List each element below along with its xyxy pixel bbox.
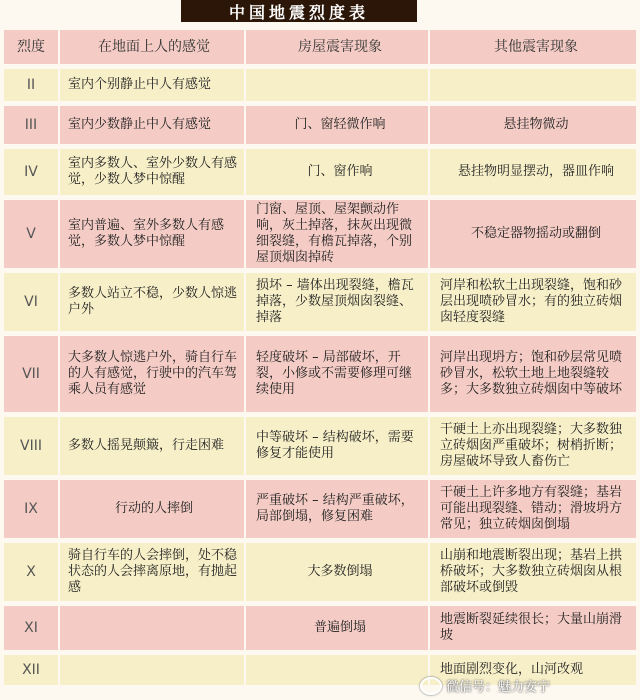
row-houses: 大多数倒塌	[246, 543, 428, 601]
row-houses: 轻度破坏 – 局部破坏，开裂，小修或不需要修理可继续使用	[246, 336, 428, 412]
row-people: 多数人站立不稳，少数人惊逃户外	[60, 273, 244, 331]
row-people: 室内个别静止中人有感觉	[60, 69, 244, 101]
row-houses: 中等破坏 – 结构破坏，需要修复才能使用	[246, 417, 428, 475]
row-intensity: XII	[4, 655, 58, 685]
row-other: 干硬土上亦出现裂缝；大多数独立砖烟囱严重破坏；树梢折断；房屋破坏导致人畜伤亡	[430, 417, 636, 475]
row-people	[60, 606, 244, 650]
row-people	[60, 655, 244, 685]
row-houses: 损坏 – 墙体出现裂缝，檐瓦掉落，少数屋顶烟囱裂缝、掉落	[246, 273, 428, 331]
row-other: 地面剧烈变化，山河改观	[430, 655, 636, 685]
row-other: 不稳定器物摇动或翻倒	[430, 200, 636, 268]
row-intensity: X	[4, 543, 58, 601]
header-other-damage: 其他震害现象	[430, 30, 636, 64]
intensity-table	[4, 30, 636, 690]
wechat-icon	[420, 677, 442, 695]
row-intensity: IX	[4, 480, 58, 538]
wechat-watermark	[420, 676, 550, 695]
row-houses	[246, 69, 428, 101]
row-other: 河岸出现坍方；饱和砂层常见喷砂冒水，松软土地上地裂缝较多；大多数独立砖烟囱中等破坏	[430, 336, 636, 412]
row-houses: 普遍倒塌	[246, 606, 428, 650]
row-intensity: III	[4, 106, 58, 144]
row-houses: 门、窗作响	[246, 149, 428, 195]
row-houses: 门、窗轻微作响	[246, 106, 428, 144]
row-intensity: II	[4, 69, 58, 101]
table-title: 中国地震烈度表	[181, 0, 417, 22]
row-people: 室内多数人、室外少数人有感觉，少数人梦中惊醒	[60, 149, 244, 195]
row-other: 悬挂物明显摆动，器皿作响	[430, 149, 636, 195]
row-people: 骑自行车的人会摔倒，处不稳状态的人会摔离原地，有抛起感	[60, 543, 244, 601]
row-people: 室内少数静止中人有感觉	[60, 106, 244, 144]
row-people: 行动的人摔倒	[60, 480, 244, 538]
row-other	[430, 69, 636, 101]
row-other: 河岸和松软土出现裂缝，饱和砂层出现喷砂冒水；有的独立砖烟囱轻度裂缝	[430, 273, 636, 331]
row-other: 悬挂物微动	[430, 106, 636, 144]
row-intensity: XI	[4, 606, 58, 650]
row-houses: 严重破坏 – 结构严重破坏，局部倒塌，修复困难	[246, 480, 428, 538]
header-house-damage: 房屋震害现象	[246, 30, 428, 64]
watermark-text: 微信号：魅力安宁	[446, 680, 551, 695]
row-houses	[246, 655, 428, 685]
row-intensity: IV	[4, 149, 58, 195]
header-intensity: 烈度	[4, 30, 58, 64]
row-other: 地震断裂延续很长；大量山崩滑坡	[430, 606, 636, 650]
row-intensity: VII	[4, 336, 58, 412]
row-intensity: VI	[4, 273, 58, 331]
row-intensity: VIII	[4, 417, 58, 475]
row-houses: 门窗、屋顶、屋架颤动作响，灰土掉落，抹灰出现微细裂缝，有檐瓦掉落，个别屋顶烟囱掉砖	[246, 200, 428, 268]
row-people: 大多数人惊逃户外，骑自行车的人有感觉，行驶中的汽车驾乘人员有感觉	[60, 336, 244, 412]
row-people: 多数人摇晃颠簸，行走困难	[60, 417, 244, 475]
row-intensity: V	[4, 200, 58, 268]
row-other: 干硬土上许多地方有裂缝；基岩可能出现裂缝、错动；滑坡坍方常见；独立砖烟囱倒塌	[430, 480, 636, 538]
row-other: 山崩和地震断裂出现；基岩上拱桥破坏；大多数独立砖烟囱从根部破坏或倒毁	[430, 543, 636, 601]
header-people-feeling: 在地面上人的感觉	[60, 30, 244, 64]
row-people: 室内普遍、室外多数人有感觉，多数人梦中惊醒	[60, 200, 244, 268]
